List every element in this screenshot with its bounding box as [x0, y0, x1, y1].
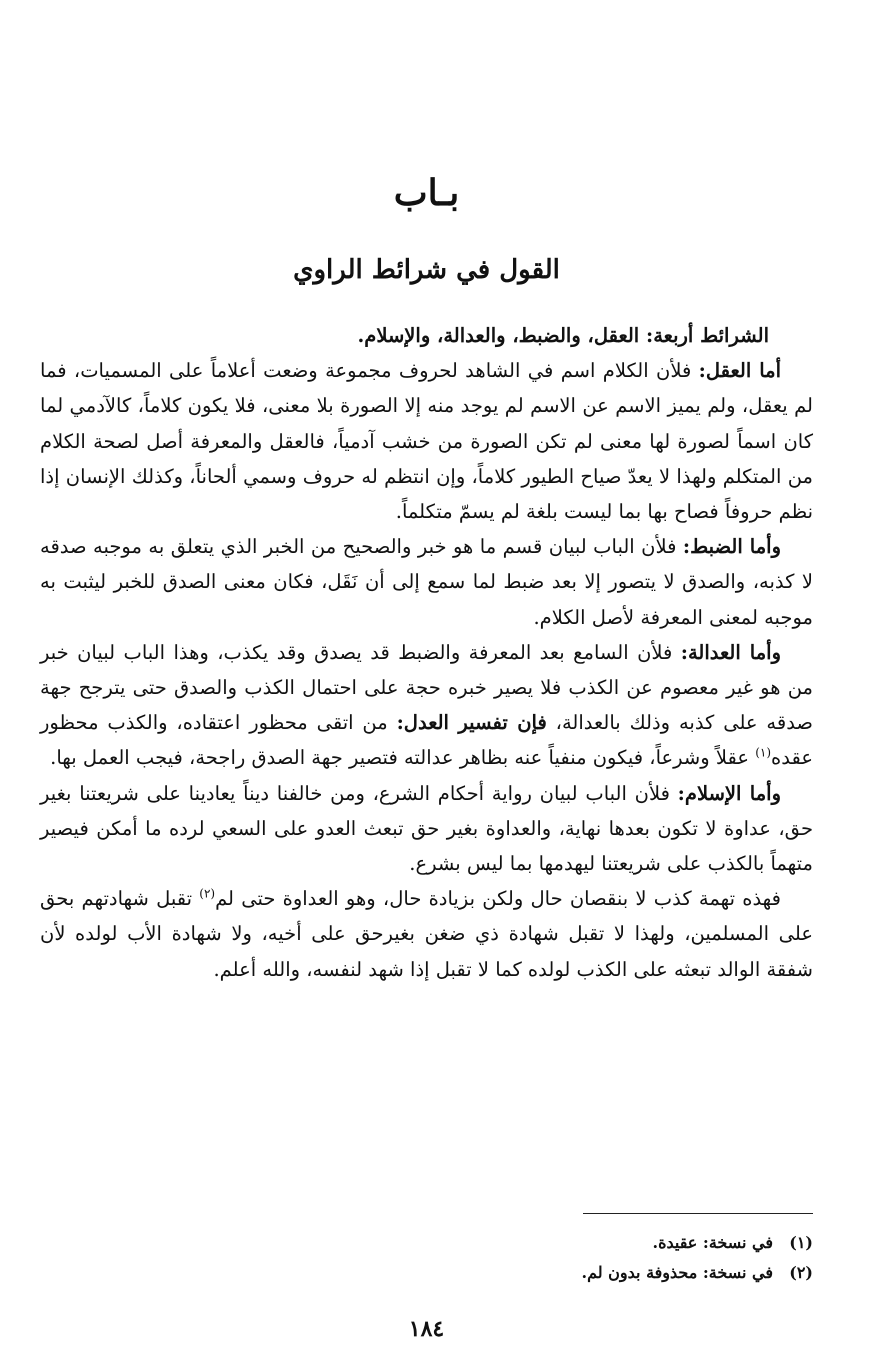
- paragraph-aql-text: فلأن الكلام اسم في الشاهد لحروف مجموعة وضعت أعلاماً على المسميات، فما لم يعقل، ولم يميز الاسم عن الاسم لم يوجد منه إلا الصورة بلا معنى، فلا يكون كلاماً، كالآدمي لما كان اسماً لصورة لها معنى لم تكن الصورة من خشب آدمياً، فالعقل والمعرفة أصل لصحة الكلام من المتكلم ولهذا لا يعدّ صياح الطيور كلاماً، وإن انتظم له حروف وسمي ألحاناً، وكذلك الإنسان إذا نظم حروفاً فصاح بها بما ليست بلغة لم يسمّ متكلماً.: [40, 359, 813, 524]
- paragraph-adala-text-1: فلأن السامع بعد المعرفة والضبط قد يصدق وقد يكذب، وهذا الباب لبيان خبر من هو غير معصوم عن الكذب فلا يصير خبره حجة على احتمال الكذب والصدق حتى يترجح جهة صدقه على كذبه وذلك بالعدالة،: [40, 640, 813, 735]
- paragraph-conclusion: [40, 881, 813, 987]
- paragraph-dabt: [40, 529, 813, 635]
- paragraph-adala-bold: فإن تفسير العدل:: [396, 711, 547, 735]
- paragraph-islam-lead: وأما الإسلام:: [677, 781, 782, 805]
- footnote-1: [40, 1228, 813, 1258]
- paragraph-adala-lead: وأما العدالة:: [680, 640, 782, 664]
- paragraph-islam: [40, 776, 813, 882]
- footnote-separator: [583, 1213, 813, 1214]
- paragraph-adala-text-3: عقلاً وشرعاً، فيكون منفياً عنه بظاهر عدالته فتصير جهة الصدق راجحة، فيجب العمل بها.: [50, 746, 756, 770]
- footnote-ref-2: (٢): [199, 886, 216, 901]
- intro-paragraph: الشرائط أربعة: العقل، والضبط، والعدالة، والإسلام.: [357, 324, 769, 347]
- paragraph-islam-text: فلأن الباب لبيان رواية أحكام الشرع، ومن خالفنا ديناً يعادينا على شريعتنا بغير حق، عداوة لا تكون بعدها نهاية، والعداوة بغير حق تبعث العدو على السعي لرده ما أمكن فيصير متهماً بالكذب على شريعتنا ليهدمها بما ليس بشرع.: [40, 781, 813, 876]
- paragraph-adala-text-2: من اتقى محظور اعتقاده، والكذب محظور عقده: [40, 711, 813, 770]
- section-title: القول في شرائط الراوي: [293, 255, 560, 285]
- paragraph-adala: [40, 635, 813, 776]
- document-page: [40, 0, 813, 1371]
- footnote-1-number: (١): [789, 1233, 813, 1252]
- footnote-1-text: في نسخة: عقيدة.: [652, 1233, 773, 1252]
- footnote-2-number: (٢): [789, 1263, 813, 1282]
- footnote-ref-1: (١): [755, 745, 772, 760]
- paragraph-aql-lead: أما العقل:: [698, 359, 781, 383]
- body-text: [40, 318, 813, 987]
- chapter-title: بـاب: [393, 172, 460, 214]
- paragraph-conclusion-text-2: تقبل شهادتهم بحق على المسلمين، ولهذا لا تقبل شهادة ذي ضغن بغيرحق على أخيه، ولا شهادة الأب لولده لأن شفقة الوالد تبعثه على الكذب لولده كما لا تقبل إذا شهد لنفسه، والله أعلم.: [40, 887, 813, 981]
- footnotes: [40, 1228, 813, 1288]
- paragraph-conclusion-text-1: فهذه تهمة كذب لا بنقصان حال ولكن بزيادة حال، وهو العداوة حتى لم: [215, 887, 781, 911]
- footnote-2-text: في نسخة: محذوفة بدون لم.: [581, 1263, 773, 1282]
- paragraph-aql: [40, 353, 813, 529]
- paragraph-dabt-lead: وأما الضبط:: [682, 535, 782, 559]
- footnote-2: [40, 1258, 813, 1288]
- page-number: ١٨٤: [408, 1316, 445, 1342]
- paragraph-dabt-text: فلأن الباب لبيان قسم ما هو خبر والصحيح من الخبر الذي يتعلق به موجبه صدقه لا كذبه، والصدق لا يتصور إلا بعد ضبط لما سمع إلى أن نَقَل، فكان معنى الصدق للخبر ليثبت به موجبه لمعنى المعرفة لأصل الكلام.: [40, 535, 813, 629]
